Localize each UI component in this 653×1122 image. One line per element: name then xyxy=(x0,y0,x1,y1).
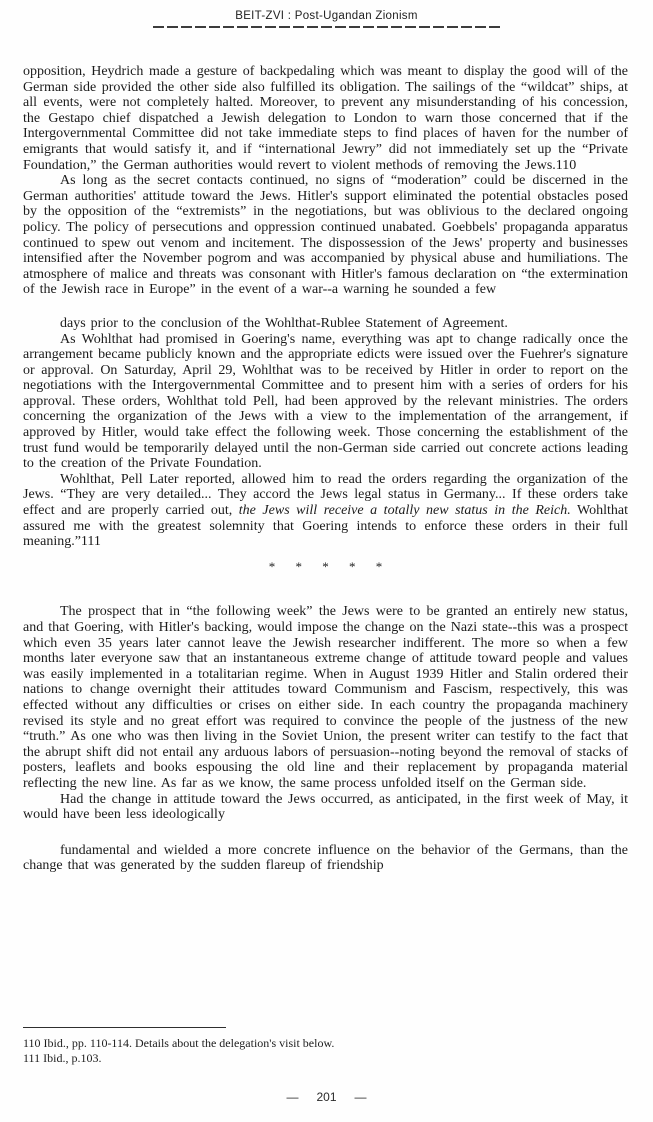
footnote: 111 Ibid., p.103. xyxy=(23,1051,102,1065)
paragraph xyxy=(23,843,628,874)
paragraph xyxy=(23,332,628,472)
footer-right-dash: — xyxy=(354,1090,367,1104)
body-text xyxy=(23,64,628,874)
paragraph-text: opposition, Heydrich made a gesture of backpedaling which was meant to display the good will of the German side provided the other side also fulfilled its obligation. The sailings of the “wildcat” ships, at all events, were not completely halted. Moreover, to prevent any misunderstanding of his concession, the Gestapo chief dispatched a Jewish delegation to London to warn those concerned that if the Intergovernmental Committee did not take immediate steps to find places of haven for the number of emigrants that would satisfy it, and if “international Jewry” did not immediately set up the “Private Foundation,” the German authorities would revert to violent methods of removing the Jews.110 xyxy=(23,64,628,173)
footnote: 110 Ibid., pp. 110-114. Details about the delegation's visit below. xyxy=(23,1036,335,1050)
paragraph xyxy=(23,792,628,823)
paragraph-text: The prospect that in “the following week” the Jews were to be granted an entirely new status, and that Goering, with Hitler's backing, would impose the change on the Nazi state--this was a prospect which even 35 years later cannot leave the Jewish researcher indifferent. The more so when a few months later everyone saw that an instantaneous extreme change of attitude toward people and values was easily implemented in a totalitarian regime. When in August 1939 Hitler and Stalin ordered their nations to change overnight their attitudes toward Communism and Fascism, respectively, this was effected without any difficulties or crises on either side. In each country the propaganda machinery revised its style and no great effort was required to convince the people of the justness of the new “truth.” As one who was then living in the Soviet Union, the present writer can testify to the fact that the abrupt shift did not entail any arduous labors of persuasion--noting beyond the removal of stacks of posters, leaflets and books espousing the old line and their replacement by propaganda material reflecting the new line. As far as we know, the same process unfolded itself on the German side. xyxy=(23,604,628,791)
footer-left-dash: — xyxy=(286,1090,299,1104)
paragraph-text: As long as the secret contacts continued, no signs of “moderation” could be discerned in the German authorities' attitude toward the Jews. Hitler's support eliminated the potential obstacles posed by the opposition of the “extremists” in the negotiations, but was oblivious to the declared ongoing policy. The policy of persecutions and oppression continued unabated. Goebbels' propaganda apparatus continued to spew out venom and incitement. The dispossession of the Jews' property and businesses intensified after the November pogrom and was accompanied by physical abuse and humiliations. The atmosphere of malice and threats was consonant with Hitler's famous declaration on “the extermination of the Jewish race in Europe” in the event of a war--a warning he sounded a few xyxy=(23,173,628,298)
section-separator: * * * * * xyxy=(268,558,383,574)
paragraph xyxy=(23,173,628,298)
footnote-rule xyxy=(23,1027,226,1028)
footnotes xyxy=(23,1036,628,1066)
paragraph-text: As Wohlthat had promised in Goering's name, everything was apt to change radically once the arrangement became publicly known and the appropriate edicts were issued over the Fuehrer's signature or approval. On Saturday, April 29, Wohlthat was to be received by Hitler in order to report on the negotiations with the Intergovernmental Committee and to present him with a series of orders for his approval. These orders, Wohlthat told Pell, had been approved by the relevant ministries. The orders concerning the organization of the Jews with a view to the implementation of the arrangement, if approved by Hitler, would take effect the following week. Those concerning the establishment of the trust fund would be temporarily delayed until the non-German side carried out concrete actions leading to the creation of the Private Foundation. xyxy=(23,331,628,472)
paragraph-text: fundamental and wielded a more concrete influence on the behavior of the Germans, than the change that was generated by the sudden flareup of friendship xyxy=(23,842,628,874)
paragraph-text: Wohlthat assured me with the greatest solemnity that Goering intends to enforce these orders in their full meaning.”111 xyxy=(23,503,628,550)
paragraph xyxy=(23,316,628,332)
page-header xyxy=(0,10,653,28)
running-title: BEIT-ZVI : Post-Ugandan Zionism xyxy=(235,10,418,22)
page-number: 201 xyxy=(316,1090,337,1104)
header-rule xyxy=(153,26,501,28)
paragraph-text: days prior to the conclusion of the Wohlthat-Rublee Statement of Agreement. xyxy=(60,315,508,331)
paragraph-text: Had the change in attitude toward the Jews occurred, as anticipated, in the first week of May, it would have been less ideologically xyxy=(23,791,628,823)
paragraph xyxy=(23,604,628,791)
paragraph-text: Wohlthat, Pell Later reported, allowed him to read the orders regarding the organization of the Jews. “They are very detailed... They accord the Jews legal status in Germany... If these orders take effect and are properly carried out, xyxy=(23,471,628,519)
page-footer xyxy=(0,1090,653,1104)
paragraph xyxy=(23,472,628,550)
paragraph xyxy=(23,64,628,173)
emphasized-text: the Jews will receive a totally new status in the Reich. xyxy=(238,503,571,519)
